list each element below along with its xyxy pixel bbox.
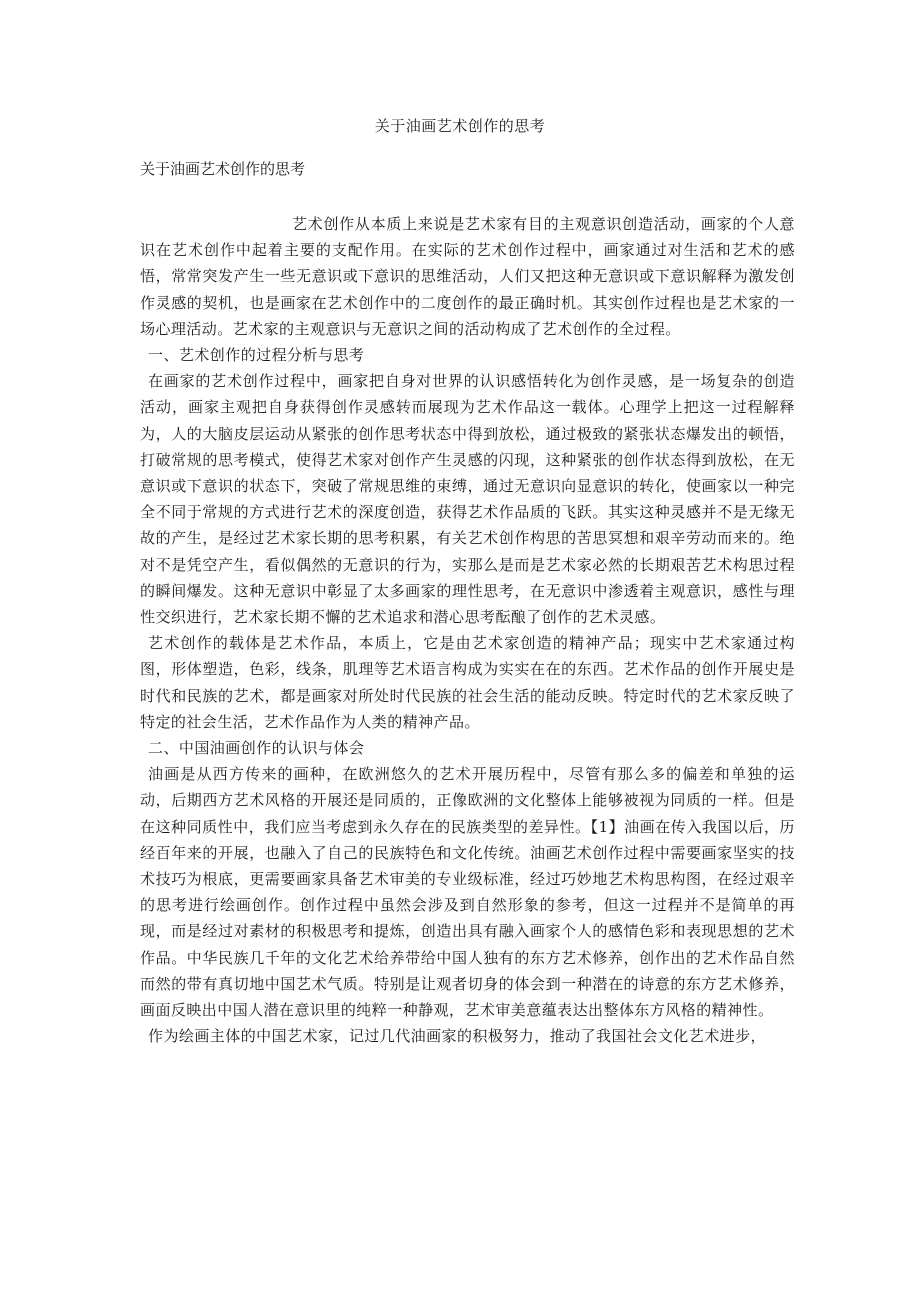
section-2-paragraph-1: 油画是从西方传来的画种，在欧洲悠久的艺术开展历程中，尽管有那么多的偏差和单独的运动，后期西方艺术风格的开展还是同质的，正像欧洲的文化整体上能够被视为同质的一样。但是在这种同质性中，我们应当考虑到永久存在的民族类型的差异性。【1】油画在传入我国以后，历经百年来的开展，也融入了自己的民族特色和文化传统。油画艺术创作过程中需要画家坚实的技术技巧为根底，更需要画家具备艺术审美的专业级标准，经过巧妙地艺术构思构图，在经过艰辛的思考进行绘画创作。创作过程中虽然会涉及到自然形象的参考，但这一过程并不是简单的再现，而是经过对素材的积极思考和提炼，创造出具有融入画家个人的感情色彩和表现思想的艺术作品。中华民族几千年的文化艺术给养带给中国人独有的东方艺术修养，创作出的艺术作品自然而然的带有真切地中国艺术气质。特别是让观者切身的体会到一种潜在的诗意的东方艺术修养，画面反映出中国人潜在意识里的纯粹一种静观，艺术审美意蕴表达出整体东方风格的精神性。 <box>140 765 795 1020</box>
document-title: 关于油画艺术创作的思考 <box>374 117 546 135</box>
section-1-paragraph-2: 艺术创作的载体是艺术作品，本质上，它是由艺术家创造的精神产品；现实中艺术家通过构图，形体塑造，色彩，线条，肌理等艺术语言构成为实实在在的东西。艺术作品的创作开展史是时代和民族的艺术，都是画家对所处时代民族的社会生活的能动反映。特定时代的艺术家反映了特定的社会生活，艺术作品作为人类的精神产品。 <box>140 634 795 731</box>
section-2-paragraph-2: 作为绘画主体的中国艺术家，记过几代油画家的积极努力，推动了我国社会文化艺术进步， <box>148 1027 767 1046</box>
section-heading-2: 二、中国油画创作的认识与体会 <box>148 739 365 758</box>
section-1-paragraph-1: 在画家的艺术创作过程中，画家把自身对世界的认识感悟转化为创作灵感，是一场复杂的创造活动，画家主观把自身获得创作灵感转而展现为艺术作品这一载体。心理学上把这一过程解释为，人的大脑皮层运动从紧张的创作思考状态中得到放松，通过极致的紧张状态爆发出的顿悟，打破常规的思考模式，使得艺术家对创作产生灵感的闪现，这种紧张的创作状态得到放松，在无意识或下意识的状态下，突破了常规思维的束缚，通过无意识向显意识的转化，使画家以一种完全不同于常规的方式进行艺术的深度创造，获得艺术作品质的飞跃。其实这种灵感并不是无缘无故的产生，是经过艺术家长期的思考积累，有关艺术创作构思的苦思冥想和艰辛劳动而来的。绝对不是凭空产生，看似偶然的无意识的行为，实那么是而是艺术家必然的长期艰苦艺术构思过程的瞬间爆发。这种无意识中彰显了太多画家的理性思考，在无意识中渗透着主观意识，感性与理性交织进行，艺术家长期不懈的艺术追求和潜心思考酝酿了创作的艺术灵感。 <box>140 372 795 627</box>
intro-paragraph: 艺术创作从本质上来说是艺术家有目的主观意识创造活动，画家的个人意识在艺术创作中起着主要的支配作用。在实际的艺术创作过程中，画家通过对生活和艺术的感悟，常常突发产生一些无意识或下意识的思维活动，人们又把这种无意识或下意识解释为激发创作灵感的契机，也是画家在艺术创作中的二度创作的最正确时机。其实创作过程也是艺术家的一场心理活动。艺术家的主观意识与无意识之间的活动构成了艺术创作的全过程。 <box>140 215 795 338</box>
document-subtitle: 关于油画艺术创作的思考 <box>140 160 306 178</box>
section-heading-1: 一、艺术创作的过程分析与思考 <box>148 346 365 365</box>
document-body <box>140 211 795 1050</box>
